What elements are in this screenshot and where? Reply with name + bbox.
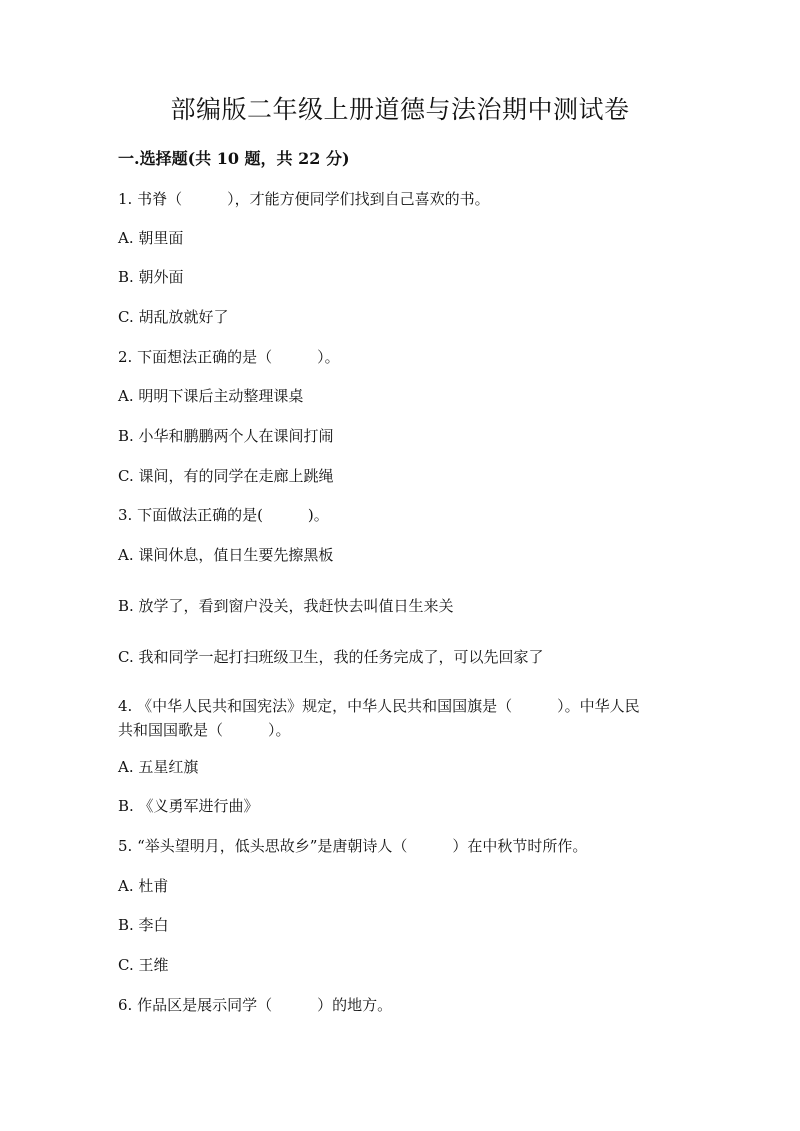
question-2-option-c: C. 课间，有的同学在走廊上跳绳 <box>118 467 334 485</box>
question-4-stem-line-1: 4. 《中华人民共和国宪法》规定，中华人民共和国国旗是（ ）。中华人民 <box>118 697 640 715</box>
question-5-option-a: A. 杜甫 <box>118 877 169 895</box>
question-3-stem: 3. 下面做法正确的是( )。 <box>118 506 329 524</box>
question-4-stem-line-2: 共和国国歌是（ ）。 <box>118 721 291 739</box>
question-3-option-c: C. 我和同学一起打扫班级卫生，我的任务完成了，可以先回家了 <box>118 648 544 666</box>
question-4-option-a: A. 五星红旗 <box>118 758 199 776</box>
section-title: 一.选择题(共 10 题，共 22 分) <box>118 149 350 168</box>
question-5-stem: 5. “举头望明月，低头思故乡”是唐朝诗人（ ）在中秋节时所作。 <box>118 837 588 855</box>
page-title: 部编版二年级上册道德与法治期中测试卷 <box>170 95 630 124</box>
question-5-option-c: C. 王维 <box>118 956 169 974</box>
question-6-stem: 6. 作品区是展示同学（ ）的地方。 <box>118 996 393 1014</box>
question-5-option-b: B. 李白 <box>118 916 169 934</box>
question-4-option-b: B. 《义勇军进行曲》 <box>118 797 259 815</box>
question-1-option-c: C. 胡乱放就好了 <box>118 308 229 326</box>
question-1-option-a: A. 朝里面 <box>118 229 184 247</box>
question-1-stem: 1. 书脊（ ），才能方便同学们找到自己喜欢的书。 <box>118 190 490 208</box>
question-3-option-b: B. 放学了，看到窗户没关，我赶快去叫值日生来关 <box>118 597 454 615</box>
question-2-option-b: B. 小华和鹏鹏两个人在课间打闹 <box>118 427 334 445</box>
question-1-option-b: B. 朝外面 <box>118 268 184 286</box>
question-3-option-a: A. 课间休息，值日生要先擦黑板 <box>118 546 334 564</box>
question-2-stem: 2. 下面想法正确的是（ ）。 <box>118 348 340 366</box>
question-2-option-a: A. 明明下课后主动整理课桌 <box>118 387 304 405</box>
